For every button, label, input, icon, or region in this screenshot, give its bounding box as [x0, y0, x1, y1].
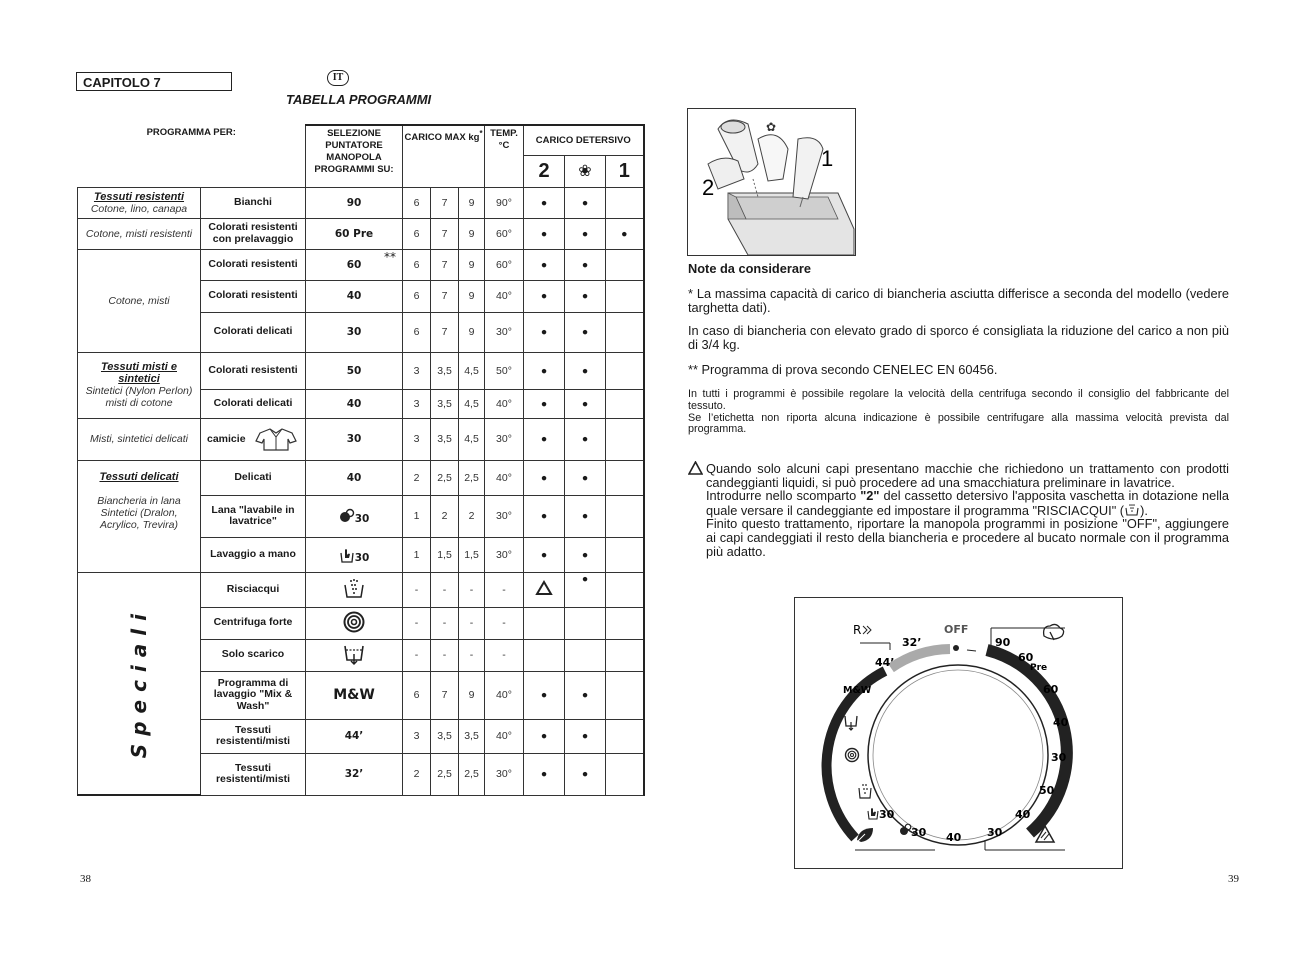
temperature: 60°: [485, 218, 524, 249]
detergent-dot: ●: [524, 719, 565, 753]
dial-setting-drain: [306, 639, 403, 671]
bleach-triangle-icon: [524, 572, 565, 607]
load-value: 2: [459, 495, 485, 537]
load-value: 6: [403, 312, 431, 352]
load-value: 1,5: [459, 537, 485, 572]
detergent-dot: [565, 639, 606, 671]
dial-label-32: 32’: [902, 636, 922, 649]
dial-label-90: 90: [995, 636, 1011, 649]
temperature: 90°: [485, 187, 524, 218]
svg-text:R: R: [853, 623, 862, 637]
detergent-dot: ●: [565, 753, 606, 795]
program-name: Tessuti resistenti/misti: [201, 719, 306, 753]
drain-icon: [845, 716, 857, 730]
detergent-dot: [606, 639, 644, 671]
test-program-mark: **: [384, 249, 396, 264]
detergent-drawer-illustration: [687, 108, 856, 256]
load-value: 9: [459, 280, 485, 312]
chapter-label: CAPITOLO 7: [76, 72, 232, 91]
load-value: 2,5: [431, 753, 459, 795]
load-value: 3,5: [431, 418, 459, 460]
load-value: 3,5: [431, 352, 459, 389]
program-name: Colorati resistenti: [201, 280, 306, 312]
page-title: TABELLA PROGRAMMI: [286, 92, 432, 107]
dial-setting: 30: [306, 312, 403, 352]
drawer-label-2: 2: [702, 175, 715, 200]
detergent-dot: [606, 719, 644, 753]
dial-setting: M&W: [306, 671, 403, 719]
detergent-dot: [606, 460, 644, 495]
program-name: Centrifuga forte: [201, 607, 306, 639]
detergent-dot: ●: [524, 352, 565, 389]
dial-setting-handwash: 30: [306, 537, 403, 572]
dial-label-30b: 30: [987, 826, 1003, 839]
temperature: 60°: [485, 249, 524, 280]
note-spin-speed: In tutti i programmi è possibile regolare la velocità della centrifuga secondo il consiglio del fabbricante del tessuto. Se l’etichetta non riporta alcuna indicazione è possibile centrifugare alla massima velocità prevista dal programma.: [688, 388, 1229, 436]
load-value: 7: [431, 280, 459, 312]
dial-label-50: 50: [1039, 784, 1055, 797]
temperature: 50°: [485, 352, 524, 389]
load-value: 7: [431, 187, 459, 218]
load-value: 9: [459, 671, 485, 719]
detergent-dot: ●: [565, 418, 606, 460]
flower-icon: ✿: [766, 120, 777, 134]
temperature: 40°: [485, 460, 524, 495]
notes-title: Note da considerare: [688, 261, 812, 276]
program-name: Tessuti resistenti/misti: [201, 753, 306, 795]
detergent-dot: [606, 753, 644, 795]
detergent-dot: ●: [565, 495, 606, 537]
dial-label-44: 44’: [875, 656, 895, 669]
load-value: 1,5: [431, 537, 459, 572]
rapid-icon: [853, 623, 871, 637]
header-selection: SELEZIONE PUNTATORE MANOPOLA PROGRAMMI SU:: [306, 125, 403, 187]
load-value: 6: [403, 280, 431, 312]
detergent-dot: [606, 312, 644, 352]
load-value: 2: [403, 753, 431, 795]
temperature: 30°: [485, 537, 524, 572]
program-name: Risciacqui: [201, 572, 306, 607]
program-name: Colorati delicati: [201, 389, 306, 418]
spin-icon: [846, 749, 859, 762]
detergent-dot: ●: [565, 572, 606, 607]
detergent-dot: ●: [524, 537, 565, 572]
spin-icon: [343, 611, 365, 633]
load-value: 6: [403, 249, 431, 280]
dial-setting: 32’: [306, 753, 403, 795]
header-detergent: CARICO DETERSIVO: [524, 125, 644, 155]
load-value: 2,5: [459, 753, 485, 795]
load-value: 3,5: [459, 719, 485, 753]
header-temp: TEMP. °C: [485, 125, 524, 187]
dial-setting: 30: [306, 418, 403, 460]
detergent-dot: [606, 280, 644, 312]
group-cotone-misti-resistenti: Cotone, misti resistenti: [78, 218, 201, 249]
dial-setting: 60 **: [306, 249, 403, 280]
load-value: -: [403, 607, 431, 639]
dial-setting-spin: [306, 607, 403, 639]
program-name: Colorati resistenti: [201, 352, 306, 389]
load-value: 2,5: [431, 460, 459, 495]
detergent-dot: ●: [565, 671, 606, 719]
note-capacity: * La massima capacità di carico di biancheria asciutta differisce a seconda del modello (vedere targhetta dati).: [688, 286, 1229, 315]
program-name: Colorati resistenti: [201, 249, 306, 280]
detergent-dot: [606, 572, 644, 607]
detergent-dot: ●: [565, 389, 606, 418]
wool-icon: [339, 508, 355, 524]
load-value: 7: [431, 249, 459, 280]
bleach-warning: Quando solo alcuni capi presentano macchie che richiedono un trattamento con prodotti candeggianti liquidi, si può procedere ad una smacchiatura preliminare in lavatrice. Introdurre nello scomparto "2" del cassetto detersivo l'apposita vaschetta in dotazione nella quale versare il candeggiante ed impostare il programma "RISCIACQUI" ( ). Finito questo trattamento, riportare la manopola programmi in posizione "OFF", aggiungere ai capi candeggiati il resto della biancheria e procedere al bucato normale con il programma più adatto.: [688, 462, 1229, 558]
load-value: 2: [431, 495, 459, 537]
group-tessuti-misti-sintetici: Tessuti misti e sintetici Sintetici (Nylon Perlon) misti di cotone: [78, 352, 201, 418]
dial-setting-rinse: [306, 572, 403, 607]
detergent-dot: ●: [565, 249, 606, 280]
temperature: 30°: [485, 495, 524, 537]
softener-flower-icon: ❀: [565, 155, 606, 187]
detergent-dot: [606, 537, 644, 572]
load-value: -: [403, 572, 431, 607]
load-value: 9: [459, 187, 485, 218]
detergent-dot: [606, 249, 644, 280]
detergent-dot: [524, 607, 565, 639]
dial-setting: 40: [306, 280, 403, 312]
detergent-dot: ●: [524, 249, 565, 280]
load-value: 2,5: [459, 460, 485, 495]
load-value: 6: [403, 187, 431, 218]
dial-label-30: 30: [1051, 751, 1067, 764]
note-dirty-load: In caso di biancheria con elevato grado di sporco é consigliata la riduzione del carico a non più di 3/4 kg.: [688, 323, 1229, 352]
dial-label-40b: 40: [1015, 808, 1031, 821]
load-value: 1: [403, 537, 431, 572]
dial-label-wool-30: 30: [911, 826, 927, 839]
load-value: 3: [403, 352, 431, 389]
load-value: 9: [459, 218, 485, 249]
load-value: -: [459, 572, 485, 607]
load-value: 6: [403, 218, 431, 249]
load-value: 9: [459, 312, 485, 352]
detergent-compartment-1: 1: [606, 155, 644, 187]
detergent-dot: [565, 607, 606, 639]
temperature: -: [485, 639, 524, 671]
rinse-icon: [342, 577, 366, 599]
detergent-dot: ●: [524, 495, 565, 537]
program-name: Delicati: [201, 460, 306, 495]
group-cotone-misti: Cotone, misti: [78, 249, 201, 352]
header-load: CARICO MAX kg*: [403, 125, 485, 187]
detergent-dot: ●: [524, 460, 565, 495]
load-value: 3: [403, 418, 431, 460]
load-value: -: [459, 607, 485, 639]
load-value: 7: [431, 671, 459, 719]
load-value: 9: [459, 249, 485, 280]
shirt-icon: [254, 427, 298, 451]
load-value: -: [431, 607, 459, 639]
page-number-left: 38: [80, 873, 91, 885]
load-value: 2: [403, 460, 431, 495]
program-name: Bianchi: [201, 187, 306, 218]
program-name: Lavaggio a mano: [201, 537, 306, 572]
temperature: 30°: [485, 753, 524, 795]
temperature: -: [485, 572, 524, 607]
language-badge: IT: [327, 70, 349, 86]
temperature: 40°: [485, 671, 524, 719]
load-value: -: [431, 639, 459, 671]
detergent-dot: [606, 389, 644, 418]
group-tessuti-delicati: Tessuti delicati Biancheria in lana Sintetici (Dralon, Acrylico, Trevira): [78, 460, 201, 572]
program-name: Solo scarico: [201, 639, 306, 671]
detergent-dot: ●: [565, 719, 606, 753]
temperature: 30°: [485, 418, 524, 460]
dial-label-40: 40: [1053, 716, 1069, 729]
load-value: 4,5: [459, 352, 485, 389]
dial-setting: 90: [306, 187, 403, 218]
detergent-dot: [606, 187, 644, 218]
detergent-dot: ●: [524, 218, 565, 249]
dial-label-40c: 40: [946, 831, 962, 844]
program-name: Lana "lavabile in lavatrice": [201, 495, 306, 537]
drawer-label-1: 1: [821, 146, 834, 171]
detergent-dot: ●: [524, 753, 565, 795]
program-name-shirts: camicie: [201, 418, 306, 460]
hand-wash-icon: [339, 546, 355, 563]
load-value: -: [431, 572, 459, 607]
detergent-dot: ●: [565, 312, 606, 352]
detergent-dot: ●: [606, 218, 644, 249]
group-tessuti-resistenti: Tessuti resistenti Cotone, lino, canapa: [78, 187, 201, 218]
detergent-dot: ●: [524, 187, 565, 218]
detergent-dot: [524, 639, 565, 671]
detergent-dot: [606, 607, 644, 639]
load-value: 3,5: [431, 389, 459, 418]
dial-label-60pre: 60: [1018, 651, 1034, 664]
temperature: 30°: [485, 312, 524, 352]
detergent-dot: ●: [524, 671, 565, 719]
dial-setting-wool: 30: [306, 495, 403, 537]
dial-setting: 40: [306, 460, 403, 495]
detergent-dot: [606, 671, 644, 719]
load-value: 3: [403, 719, 431, 753]
load-value: 7: [431, 312, 459, 352]
note-test-program: ** Programma di prova secondo CENELEC EN 60456.: [688, 362, 998, 377]
header-program-for: PROGRAMMA PER:: [78, 125, 306, 187]
program-name: Programma di lavaggio "Mix & Wash": [201, 671, 306, 719]
detergent-dot: [606, 352, 644, 389]
group-speciali: Speciali: [78, 572, 201, 795]
temperature: 40°: [485, 280, 524, 312]
temperature: -: [485, 607, 524, 639]
dial-setting: 50: [306, 352, 403, 389]
dial-setting: 44’: [306, 719, 403, 753]
dial-off: OFF: [944, 623, 969, 636]
dial-label-60: 60: [1043, 683, 1059, 696]
detergent-dot: [606, 418, 644, 460]
program-table: [77, 124, 645, 796]
detergent-dot: ●: [524, 389, 565, 418]
rinse-icon: [1124, 503, 1140, 516]
program-dial-illustration: [794, 597, 1123, 869]
page-number-right: 39: [1228, 873, 1239, 885]
load-value: 4,5: [459, 418, 485, 460]
detergent-dot: [606, 495, 644, 537]
detergent-dot: ●: [565, 218, 606, 249]
dial-label-pre: Pre: [1030, 663, 1048, 673]
program-name: Colorati resistenti con prelavaggio: [201, 218, 306, 249]
program-name: Colorati delicati: [201, 312, 306, 352]
detergent-dot: ●: [524, 312, 565, 352]
load-value: 3,5: [431, 719, 459, 753]
temperature: 40°: [485, 719, 524, 753]
cotton-icon: [1044, 624, 1064, 640]
detergent-dot: ●: [565, 187, 606, 218]
detergent-dot: ●: [565, 460, 606, 495]
load-value: -: [403, 639, 431, 671]
delicate-leaf-icon: [855, 828, 873, 844]
load-value: -: [459, 639, 485, 671]
load-value: 1: [403, 495, 431, 537]
warning-triangle-icon: [688, 461, 703, 475]
dial-label-mw: M&W: [843, 685, 872, 696]
temperature: 40°: [485, 389, 524, 418]
dial-setting: 60 Pre: [306, 218, 403, 249]
dial-label-hand-30: 30: [879, 808, 895, 821]
load-value: 6: [403, 671, 431, 719]
dial-setting: 40: [306, 389, 403, 418]
detergent-dot: ●: [524, 418, 565, 460]
load-value: 3: [403, 389, 431, 418]
load-value: 4,5: [459, 389, 485, 418]
detergent-dot: ●: [565, 352, 606, 389]
load-value: 7: [431, 218, 459, 249]
detergent-dot: ●: [565, 537, 606, 572]
detergent-dot: ●: [565, 280, 606, 312]
detergent-compartment-2: 2: [524, 155, 565, 187]
detergent-dot: ●: [524, 280, 565, 312]
group-misti-sintetici-delicati: Misti, sintetici delicati: [78, 418, 201, 460]
drain-icon: [342, 642, 366, 666]
